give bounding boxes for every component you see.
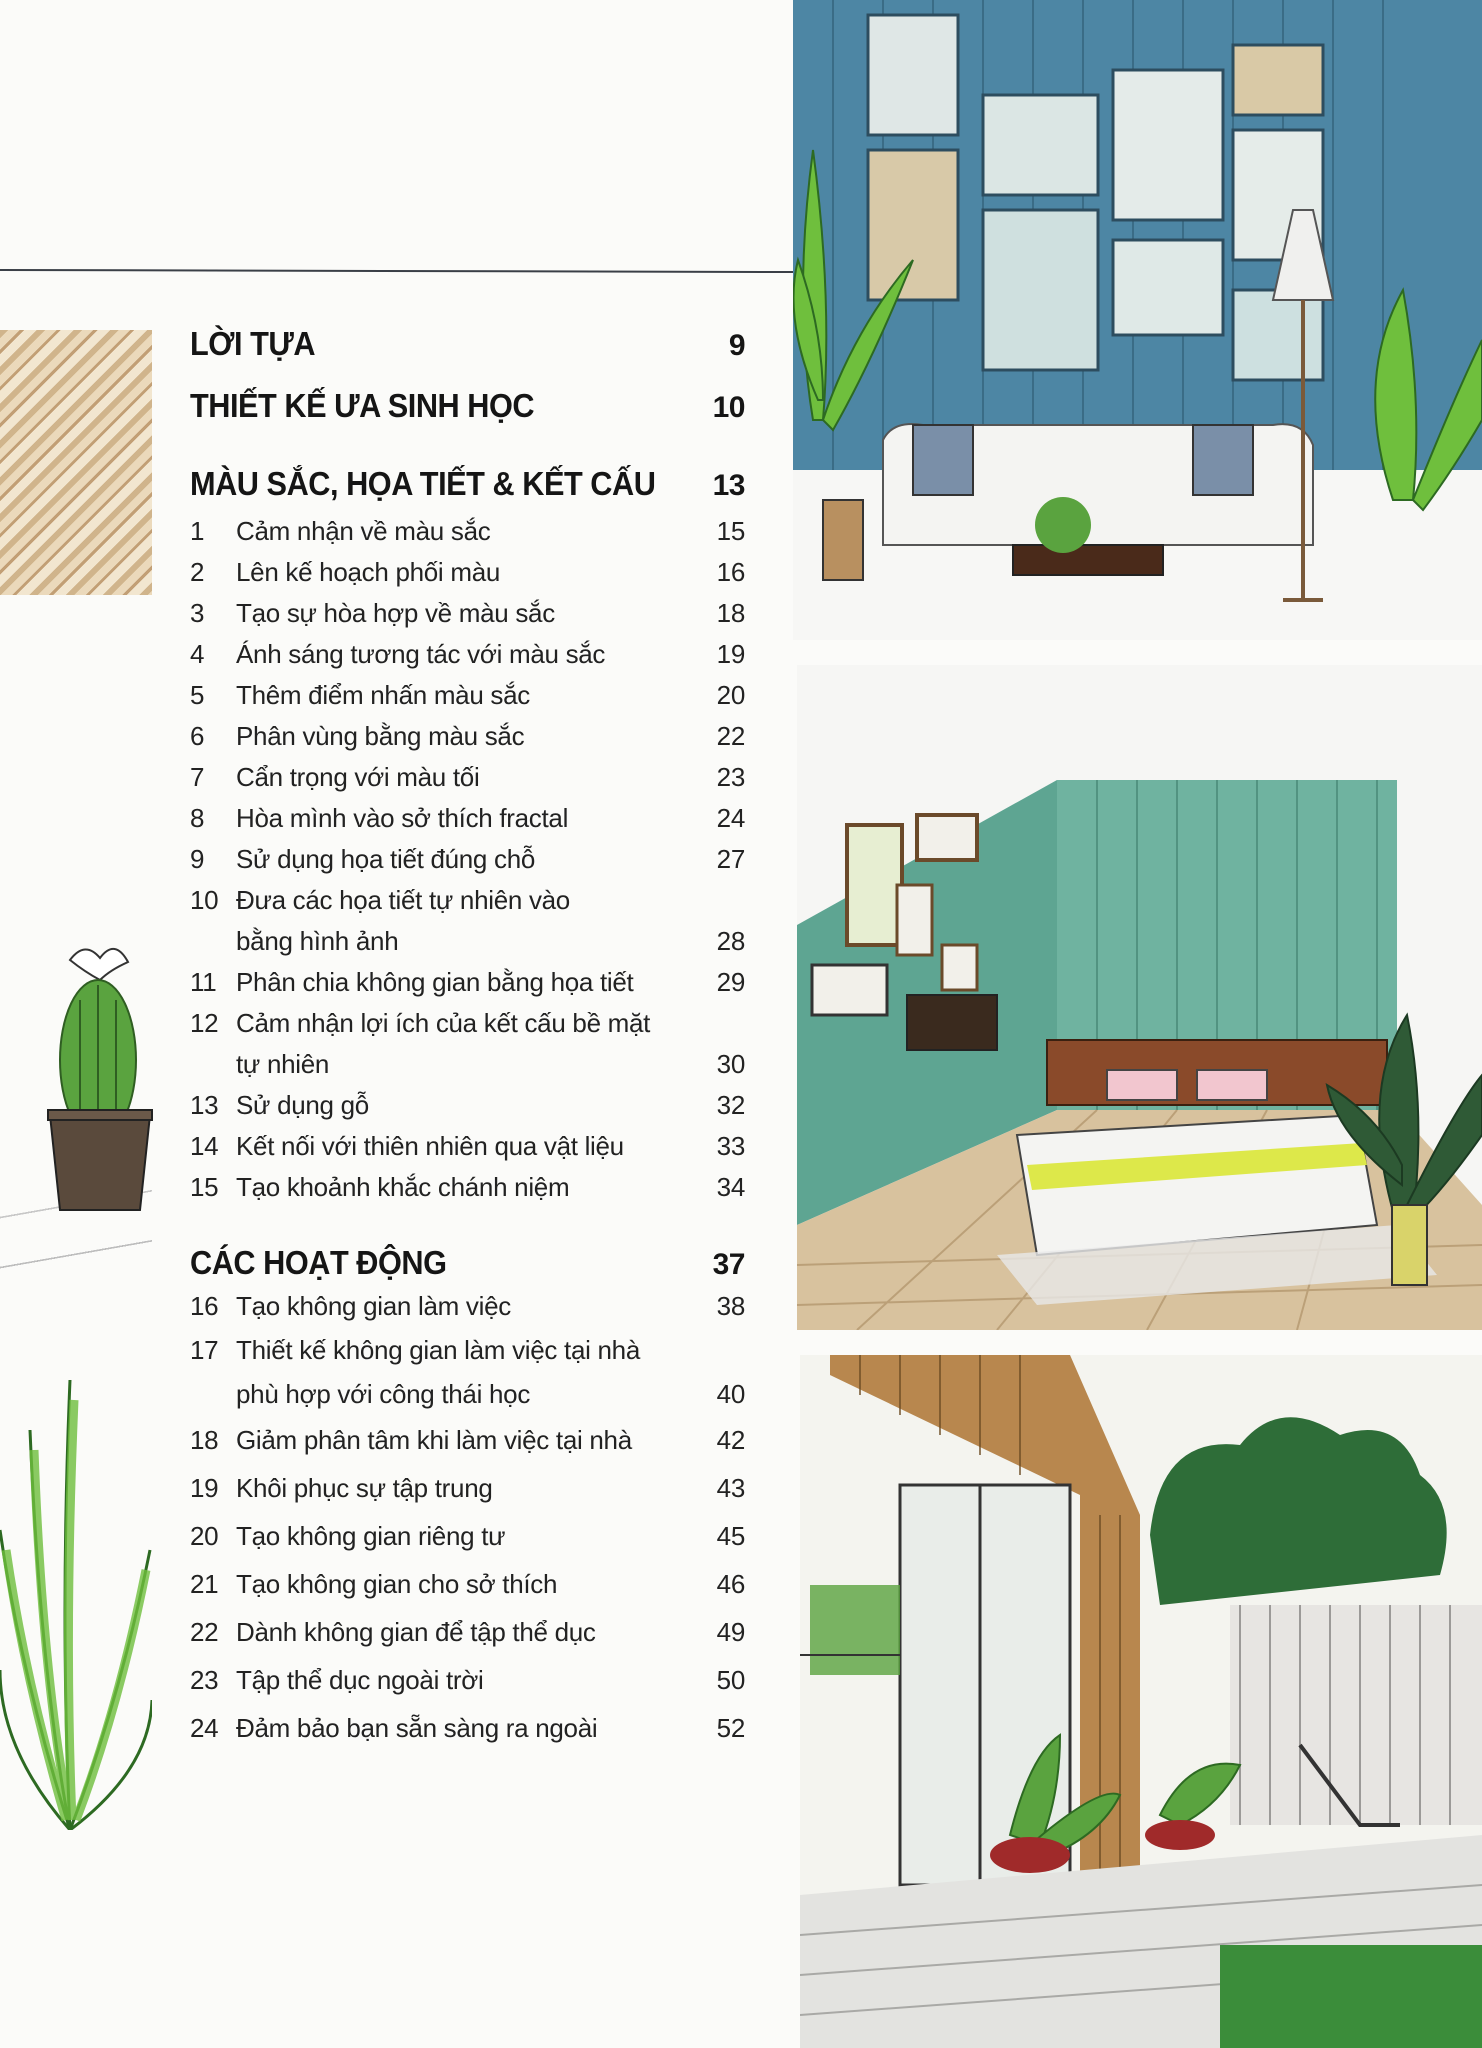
entry-title xyxy=(236,880,695,962)
list-item xyxy=(190,962,745,1003)
entry-number: 18 xyxy=(190,1425,219,1455)
header-rule xyxy=(0,269,800,273)
palm-plant-illustration xyxy=(0,1370,152,1830)
table-of-contents xyxy=(190,325,745,1752)
entry-number: 24 xyxy=(190,1713,219,1743)
list-item xyxy=(190,1560,745,1608)
entry-number: 5 xyxy=(190,680,205,710)
entry-list xyxy=(190,511,745,1208)
wood-texture-illustration xyxy=(0,330,152,595)
section-heading xyxy=(190,465,745,503)
entry-page: 27 xyxy=(716,844,745,874)
entry-number: 11 xyxy=(190,967,217,997)
entry-page: 32 xyxy=(716,1090,745,1120)
entry-title: Kết nối với thiên nhiên qua vật liệu xyxy=(236,1131,624,1161)
section-heading xyxy=(190,325,745,363)
section-title: LỜI TỰA xyxy=(190,325,316,362)
entry-title: Dành không gian để tập thể dục xyxy=(236,1617,596,1647)
entry-title: Thêm điểm nhấn màu sắc xyxy=(236,680,530,710)
list-item xyxy=(190,675,745,716)
entry-page: 22 xyxy=(716,721,745,751)
entry-title: Sử dụng họa tiết đúng chỗ xyxy=(236,844,536,874)
entry-page: 33 xyxy=(716,1131,745,1161)
list-item xyxy=(190,1608,745,1656)
entry-page: 29 xyxy=(716,967,745,997)
cactus-illustration xyxy=(40,940,160,1220)
entry-page: 45 xyxy=(716,1521,745,1551)
living-room-illustration xyxy=(793,0,1482,640)
section-title: CÁC HOẠT ĐỘNG xyxy=(190,1244,447,1281)
entry-page: 38 xyxy=(716,1291,745,1321)
list-item xyxy=(190,1003,745,1085)
entry-page: 30 xyxy=(716,1049,745,1079)
list-item xyxy=(190,634,745,675)
list-item xyxy=(190,1328,745,1416)
section-title: MÀU SẮC, HỌA TIẾT & KẾT CẤU xyxy=(190,465,656,502)
entry-title-line: Thiết kế không gian làm việc tại nhà xyxy=(236,1335,640,1365)
entry-title: Tập thể dục ngoài trời xyxy=(236,1665,484,1695)
entry-page: 42 xyxy=(716,1425,745,1455)
entry-number: 10 xyxy=(190,885,219,915)
entry-number: 2 xyxy=(190,557,205,587)
entry-title: Tạo sự hòa hợp về màu sắc xyxy=(236,598,555,628)
section-page: 37 xyxy=(712,1248,745,1281)
entry-page: 50 xyxy=(716,1665,745,1695)
section-page: 9 xyxy=(728,329,745,362)
entry-number: 8 xyxy=(190,803,205,833)
entry-number: 14 xyxy=(190,1131,219,1161)
list-item xyxy=(190,1126,745,1167)
list-item xyxy=(190,1284,745,1328)
entry-page: 34 xyxy=(716,1172,745,1202)
entry-number: 13 xyxy=(190,1090,219,1120)
section-title: THIẾT KẾ ƯA SINH HỌC xyxy=(190,387,535,424)
entry-title: Giảm phân tâm khi làm việc tại nhà xyxy=(236,1425,632,1455)
entry-title: Hòa mình vào sở thích fractal xyxy=(236,803,569,833)
list-item xyxy=(190,593,745,634)
entry-title: Tạo khoảnh khắc chánh niệm xyxy=(236,1172,570,1202)
list-item xyxy=(190,1656,745,1704)
list-item xyxy=(190,839,745,880)
section-heading xyxy=(190,1244,745,1282)
entry-list xyxy=(190,1284,745,1752)
entry-title: Sử dụng gỗ xyxy=(236,1090,369,1120)
list-item xyxy=(190,1416,745,1464)
list-item xyxy=(190,716,745,757)
entry-title: Ánh sáng tương tác với màu sắc xyxy=(236,639,606,669)
entry-number: 4 xyxy=(190,639,205,669)
list-item xyxy=(190,1085,745,1126)
entry-title: Cẩn trọng với màu tối xyxy=(236,762,480,792)
entry-title: Tạo không gian cho sở thích xyxy=(236,1569,558,1599)
entry-title-line: bằng hình ảnh xyxy=(236,926,399,956)
entry-number: 16 xyxy=(190,1291,219,1321)
entry-page: 28 xyxy=(716,926,745,956)
entry-number: 19 xyxy=(190,1473,219,1503)
entry-title: Phân chia không gian bằng họa tiết xyxy=(236,967,634,997)
entry-number: 21 xyxy=(190,1569,219,1599)
entry-title xyxy=(236,1003,695,1085)
entry-title-line: Đưa các họa tiết tự nhiên vào xyxy=(236,885,570,915)
entry-number: 17 xyxy=(190,1335,219,1365)
entry-page: 49 xyxy=(716,1617,745,1647)
list-item xyxy=(190,880,745,962)
section-heading xyxy=(190,387,745,425)
list-item xyxy=(190,1512,745,1560)
list-item xyxy=(190,798,745,839)
bedroom-illustration xyxy=(797,665,1482,1330)
entry-page: 16 xyxy=(716,557,745,587)
entry-title: Tạo không gian riêng tư xyxy=(236,1521,506,1551)
entry-title: Cảm nhận về màu sắc xyxy=(236,516,491,546)
entry-page: 23 xyxy=(716,762,745,792)
entry-page: 52 xyxy=(716,1713,745,1743)
entry-title-line: tự nhiên xyxy=(236,1049,330,1079)
list-item xyxy=(190,552,745,593)
entry-page: 46 xyxy=(716,1569,745,1599)
list-item xyxy=(190,1167,745,1208)
list-item xyxy=(190,1704,745,1752)
entry-number: 7 xyxy=(190,762,205,792)
entry-page: 18 xyxy=(716,598,745,628)
list-item xyxy=(190,1464,745,1512)
patio-illustration xyxy=(800,1355,1482,2048)
entry-page: 15 xyxy=(716,516,745,546)
entry-number: 23 xyxy=(190,1665,219,1695)
entry-title-line: phù hợp với công thái học xyxy=(236,1379,531,1409)
list-item xyxy=(190,511,745,552)
entry-title-line: Cảm nhận lợi ích của kết cấu bề mặt xyxy=(236,1008,651,1038)
entry-number: 15 xyxy=(190,1172,219,1202)
entry-title: Lên kế hoạch phối màu xyxy=(236,557,501,587)
entry-number: 12 xyxy=(190,1008,219,1038)
entry-number: 20 xyxy=(190,1521,219,1551)
entry-number: 1 xyxy=(190,516,205,546)
entry-page: 19 xyxy=(716,639,745,669)
entry-title: Tạo không gian làm việc xyxy=(236,1291,511,1321)
entry-title: Phân vùng bằng màu sắc xyxy=(236,721,525,751)
entry-number: 9 xyxy=(190,844,205,874)
list-item xyxy=(190,757,745,798)
entry-number: 6 xyxy=(190,721,205,751)
entry-title: Đảm bảo bạn sẵn sàng ra ngoài xyxy=(236,1713,598,1743)
entry-number: 22 xyxy=(190,1617,219,1647)
section-page: 13 xyxy=(712,469,745,502)
entry-page: 43 xyxy=(716,1473,745,1503)
entry-title xyxy=(236,1328,695,1416)
entry-title: Khôi phục sự tập trung xyxy=(236,1473,493,1503)
entry-number: 3 xyxy=(190,598,205,628)
entry-page: 20 xyxy=(716,680,745,710)
entry-page: 24 xyxy=(716,803,745,833)
entry-page: 40 xyxy=(716,1379,745,1409)
section-page: 10 xyxy=(712,391,745,424)
